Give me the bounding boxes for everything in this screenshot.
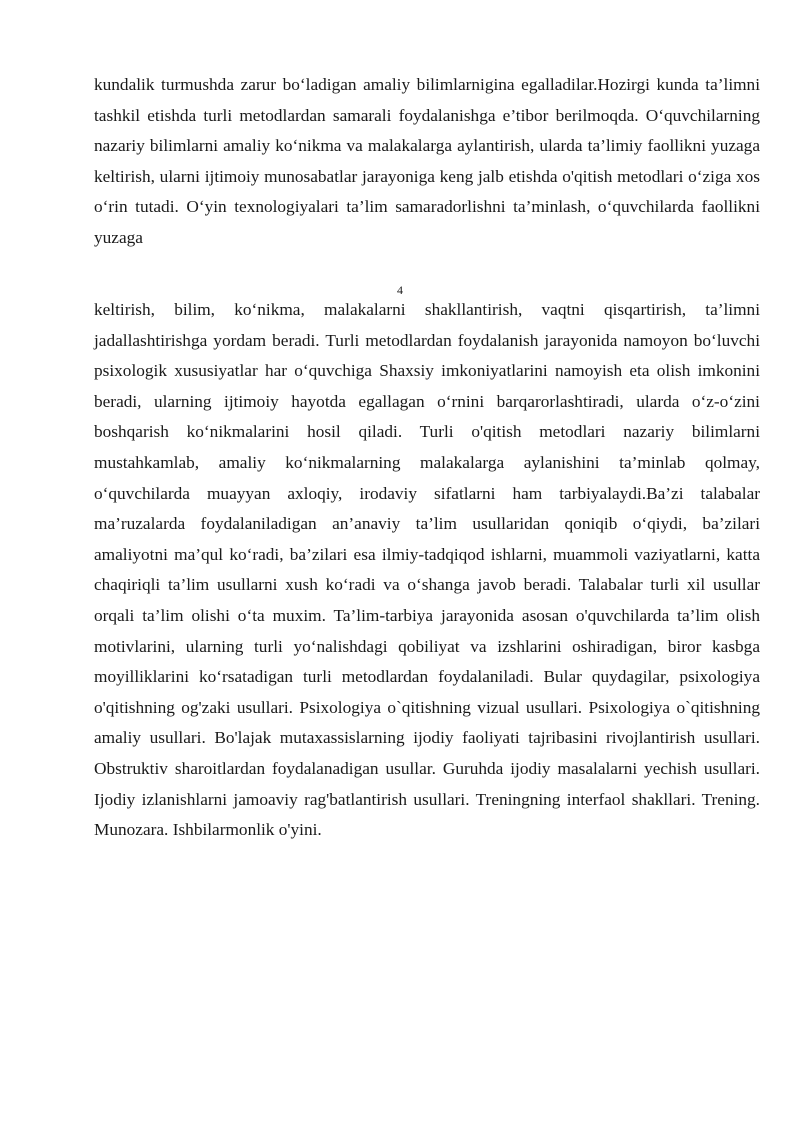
body-paragraph-top: kundalik turmushda zarur bo‘ladigan amaliy bilimlarnigina egalladilar.Hozirgi kunda ta’limni tashkil etishda turli metodlardan samarali foydalanishga e’tibor berilmoqda. O‘quvchilarning nazariy bilimlarni amaliy ko‘nikma va malakalarga aylantirish, ularda ta’limiy faollikni yuzaga keltirish, ularni ijtimoiy munosabatlar jarayoniga keng jalb etishda o'qitish metodlari o‘ziga xos o‘rin tutadi. O‘yin texnologiyalari ta’lim samaradorlishni ta’minlash, o‘quvchilarda faollikni yuzaga xyxy=(94,75,760,247)
page-number: 4 xyxy=(397,283,403,297)
body-paragraph-main: keltirish, bilim, ko‘nikma, malakalarni shakllantirish, vaqtni qisqartirish, ta’limni jadallashtirishga yordam beradi. Turli metodlardan foydalanish jarayonida namoyon bo‘luvchi psixologik xususiyatlar har o‘quvchiga Shaxsiy imkoniyatlarini namoyish eta olish imkonini beradi, ularning ijtimoiy hayotda egallagan o‘rnini barqarorlashtiradi, ularda o‘z-o‘zini boshqarish ko‘nikmalarini hosil qiladi. Turli o'qitish metodlari nazariy bilimlarni mustahkamlab, amaliy ko‘nikmalarning malakalarga aylanishini ta’minlab qolmay, o‘quvchilarda muayyan axloqiy, irodaviy sifatlarni ham tarbiyalaydi.Ba’zi talabalar ma’ruzalarda foydalaniladigan an’anaviy ta’lim usullaridan qoniqib o‘qiydi, ba’zilari amaliyotni ma’qul ko‘radi, ba’zilari esa ilmiy-tadqiqod ishlarni, muammoli vaziyatlarni, katta chaqiriqli ta’lim usullarni xush ko‘radi va o‘shanga javob beradi. Talabalar turli xil usullar orqali ta’lim olishi o‘ta muxim. Ta’lim-tarbiya jarayonida asosan o'quvchilarda ta’lim olish motivlarini, ularning turli yo‘nalishdagi qobiliyat va izshlarini oshiradigan, biror kasbga moyilliklarini ko‘rsatadigan turli metodlardan foydalaniladi. Bular quydagilar, psixologiya o'qitishning og'zaki usullari. Psixologiya o`qitishning vizual usullari. Psixologiya o`qitishning amaliy usullari. Bo'lajak mutaxassislarning ijodiy faoliyati tajribasini rivojlantirish usullari. Obstruktiv sharoitlardan foydalanadigan usullar. Guruhda ijodiy masalalarni yechish usullari. Ijodiy izlanishlarni jamoaviy rag'batlantirish usullari. Treningning interfaol shakllari. Trening. Munozara. Ishbilarmonlik o'yini. xyxy=(94,300,760,840)
